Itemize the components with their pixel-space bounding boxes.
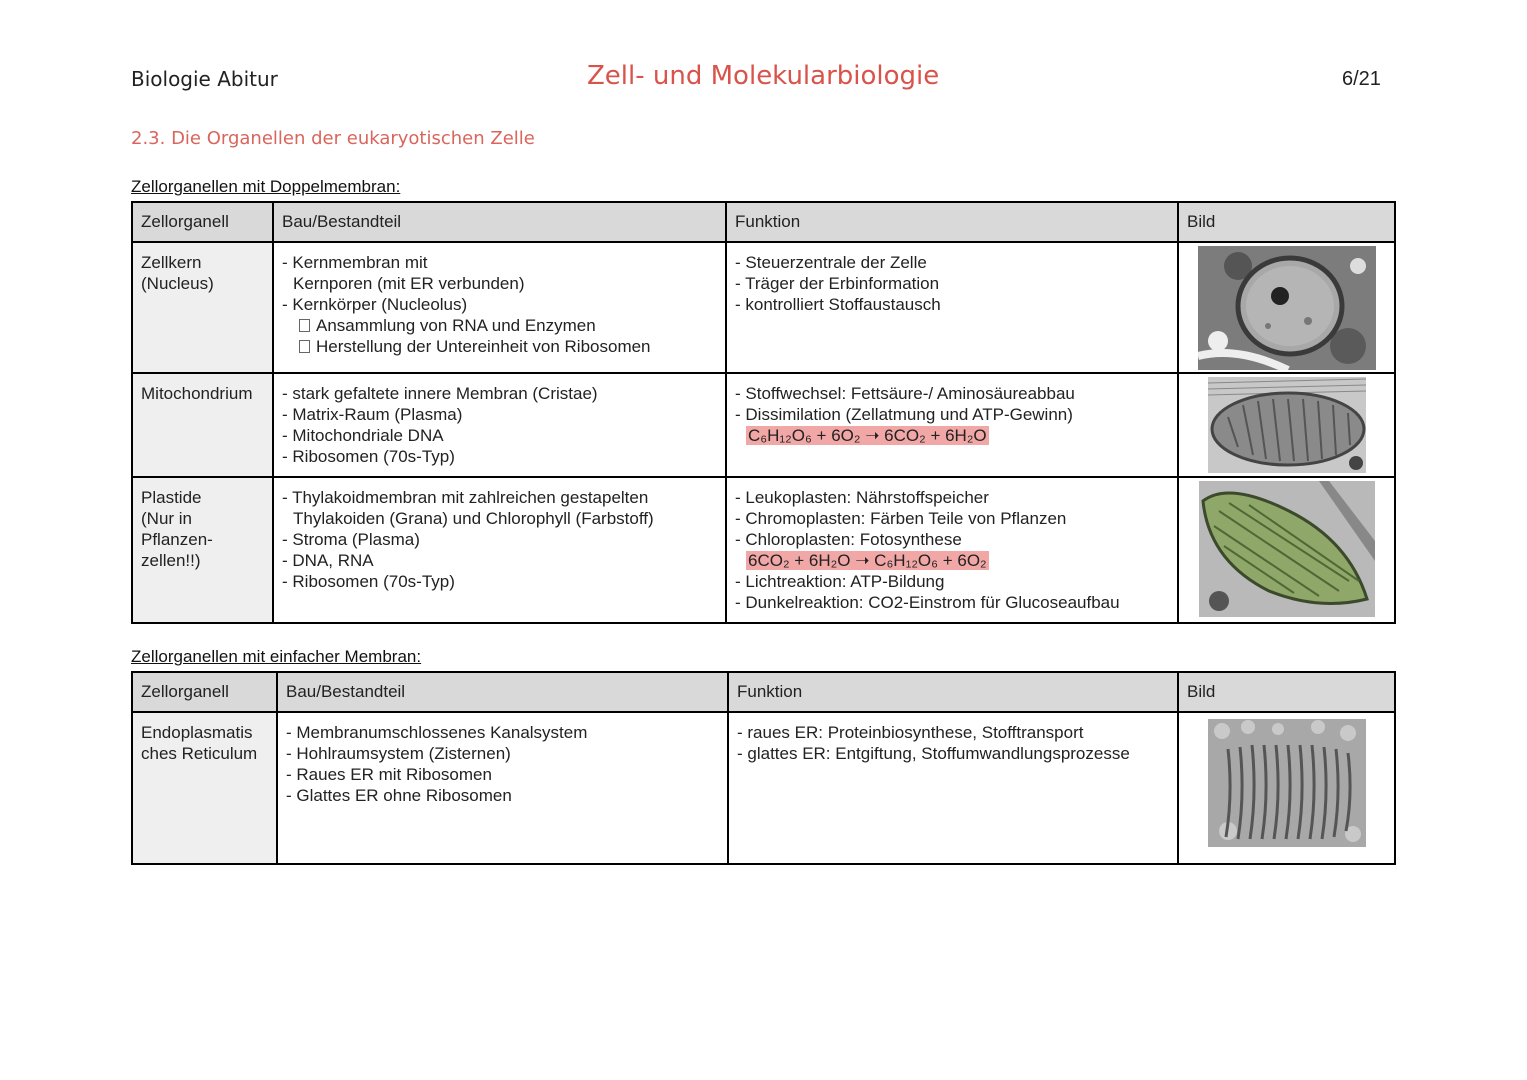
organelle-name: Zellkern (Nucleus) (132, 242, 273, 373)
nucleus-micrograph (1198, 246, 1376, 370)
document-subject: Biologie Abitur (131, 67, 278, 91)
organelle-name: Plastide (Nur in Pflanzen- zellen!!) (132, 477, 273, 623)
er-micrograph (1208, 719, 1366, 847)
header-zellorganell: Zellorganell (132, 672, 277, 712)
organelle-name: Mitochondrium (132, 373, 273, 477)
bau-cell: - Kernmembran mit Kernporen (mit ER verbunden) - Kernkörper (Nucleolus) Ansammlung von RNA und Enzymen Herstellung der Untereinheit von Ribosomen (273, 242, 726, 373)
header-bild: Bild (1178, 672, 1395, 712)
page-number: 6/21 (1342, 68, 1381, 90)
table-row (132, 477, 1395, 623)
funktion-cell: - raues ER: Proteinbiosynthese, Stofftransport - glattes ER: Entgiftung, Stoffumwandlungsprozesse (728, 712, 1178, 864)
page-title: Zell- und Molekularbiologie (587, 61, 940, 91)
image-cell (1178, 373, 1395, 477)
image-cell (1178, 477, 1395, 623)
table-row (132, 712, 1395, 864)
chloroplast-micrograph (1199, 481, 1375, 617)
equation-highlight: 6CO₂ + 6H₂O ➝ C₆H₁₂O₆ + 6O₂ (748, 551, 987, 570)
header-bild: Bild (1178, 202, 1395, 242)
checkbox-icon (299, 340, 310, 353)
bau-cell: - stark gefaltete innere Membran (Cristae) - Matrix-Raum (Plasma) - Mitochondriale DNA - Ribosomen (70s-Typ) (273, 373, 726, 477)
funktion-cell: - Leukoplasten: Nährstoffspeicher - Chromoplasten: Färben Teile von Pflanzen - Chloroplasten: Fotosynthese 6CO₂ + 6H₂O ➝ C₆H₁₂O₆ + 6O₂ - Lichtreaktion: ATP-Bildung - Dunkelreaktion: CO2-Einstrom für Glucoseaufbau (726, 477, 1178, 623)
header-bau: Bau/Bestandteil (273, 202, 726, 242)
header-funktion: Funktion (728, 672, 1178, 712)
image-cell (1178, 242, 1395, 373)
section-title: 2.3. Die Organellen der eukaryotischen Zelle (131, 128, 535, 149)
bau-cell: - Membranumschlossenes Kanalsystem - Hohlraumsystem (Zisternen) - Raues ER mit Ribosomen - Glattes ER ohne Ribosomen (277, 712, 728, 864)
table-header-row (132, 202, 1395, 242)
equation-highlight: C₆H₁₂O₆ + 6O₂ ➝ 6CO₂ + 6H₂O (748, 426, 987, 445)
header-bau: Bau/Bestandteil (277, 672, 728, 712)
table-header-row (132, 672, 1395, 712)
funktion-cell: - Steuerzentrale der Zelle - Träger der Erbinformation - kontrolliert Stoffaustausch (726, 242, 1178, 373)
table-row (132, 242, 1395, 373)
organelle-name: Endoplasmatis ches Reticulum (132, 712, 277, 864)
table1-caption: Zellorganellen mit Doppelmembran: (131, 177, 401, 196)
header-funktion: Funktion (726, 202, 1178, 242)
funktion-cell: - Stoffwechsel: Fettsäure-/ Aminosäureabbau - Dissimilation (Zellatmung und ATP-Gewinn) C₆H₁₂O₆ + 6O₂ ➝ 6CO₂ + 6H₂O (726, 373, 1178, 477)
image-cell (1178, 712, 1395, 864)
table2-caption: Zellorganellen mit einfacher Membran: (131, 647, 422, 666)
mitochondrion-micrograph (1208, 377, 1366, 473)
table-double-membrane (131, 201, 1396, 624)
table-row (132, 373, 1395, 477)
checkbox-icon (299, 319, 310, 332)
bau-cell: - Thylakoidmembran mit zahlreichen gestapelten Thylakoiden (Grana) und Chlorophyll (Farbstoff) - Stroma (Plasma) - DNA, RNA - Ribosomen (70s-Typ) (273, 477, 726, 623)
header-zellorganell: Zellorganell (132, 202, 273, 242)
table-single-membrane (131, 671, 1396, 865)
